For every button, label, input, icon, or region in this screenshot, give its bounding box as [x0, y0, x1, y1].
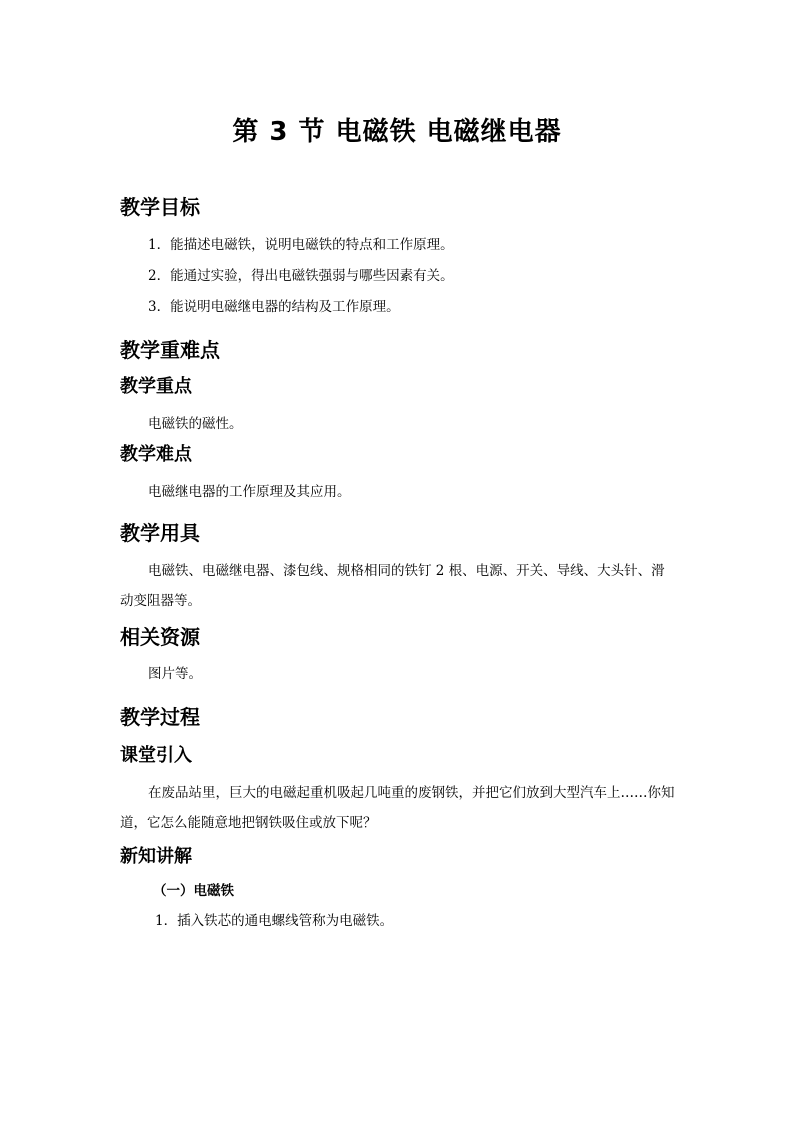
electromagnet-item-1: 1．插入铁芯的通电螺线管称为电磁铁。 — [155, 913, 394, 929]
heading-new-knowledge: 新知讲解 — [120, 846, 192, 867]
heading-intro: 课堂引入 — [120, 745, 192, 766]
sub-heading-electromagnet: （一）电磁铁 — [153, 883, 234, 899]
tools-text: 电磁铁、电磁继电器、漆包线、规格相同的铁钉 2 根、电源、开关、导线、大头针、滑动变阻器等。 — [120, 563, 665, 609]
goal-item-3: 3．能说明电磁继电器的结构及工作原理。 — [148, 299, 400, 315]
page-title: 第 3 节 电磁铁 电磁继电器 — [232, 117, 562, 147]
resources-text: 图片等。 — [148, 666, 202, 682]
difficulty-text: 电磁继电器的工作原理及其应用。 — [148, 484, 351, 500]
heading-goals: 教学目标 — [120, 195, 200, 219]
heading-tools: 教学用具 — [120, 521, 200, 545]
heading-keypoints: 教学重难点 — [120, 338, 220, 362]
heading-process: 教学过程 — [120, 705, 200, 729]
heading-resources: 相关资源 — [120, 625, 200, 649]
focus-text: 电磁铁的磁性。 — [148, 416, 243, 432]
intro-text: 在废品站里，巨大的电磁起重机吸起几吨重的废钢铁，并把它们放到大型汽车上……你知道，它怎么能随意地把钢铁吸住或放下呢？ — [120, 785, 675, 831]
goal-item-1: 1．能描述电磁铁，说明电磁铁的特点和工作原理。 — [148, 237, 454, 253]
heading-focus: 教学重点 — [120, 376, 192, 397]
heading-difficulty: 教学难点 — [120, 444, 192, 465]
goal-item-2: 2．能通过实验，得出电磁铁强弱与哪些因素有关。 — [148, 268, 454, 284]
